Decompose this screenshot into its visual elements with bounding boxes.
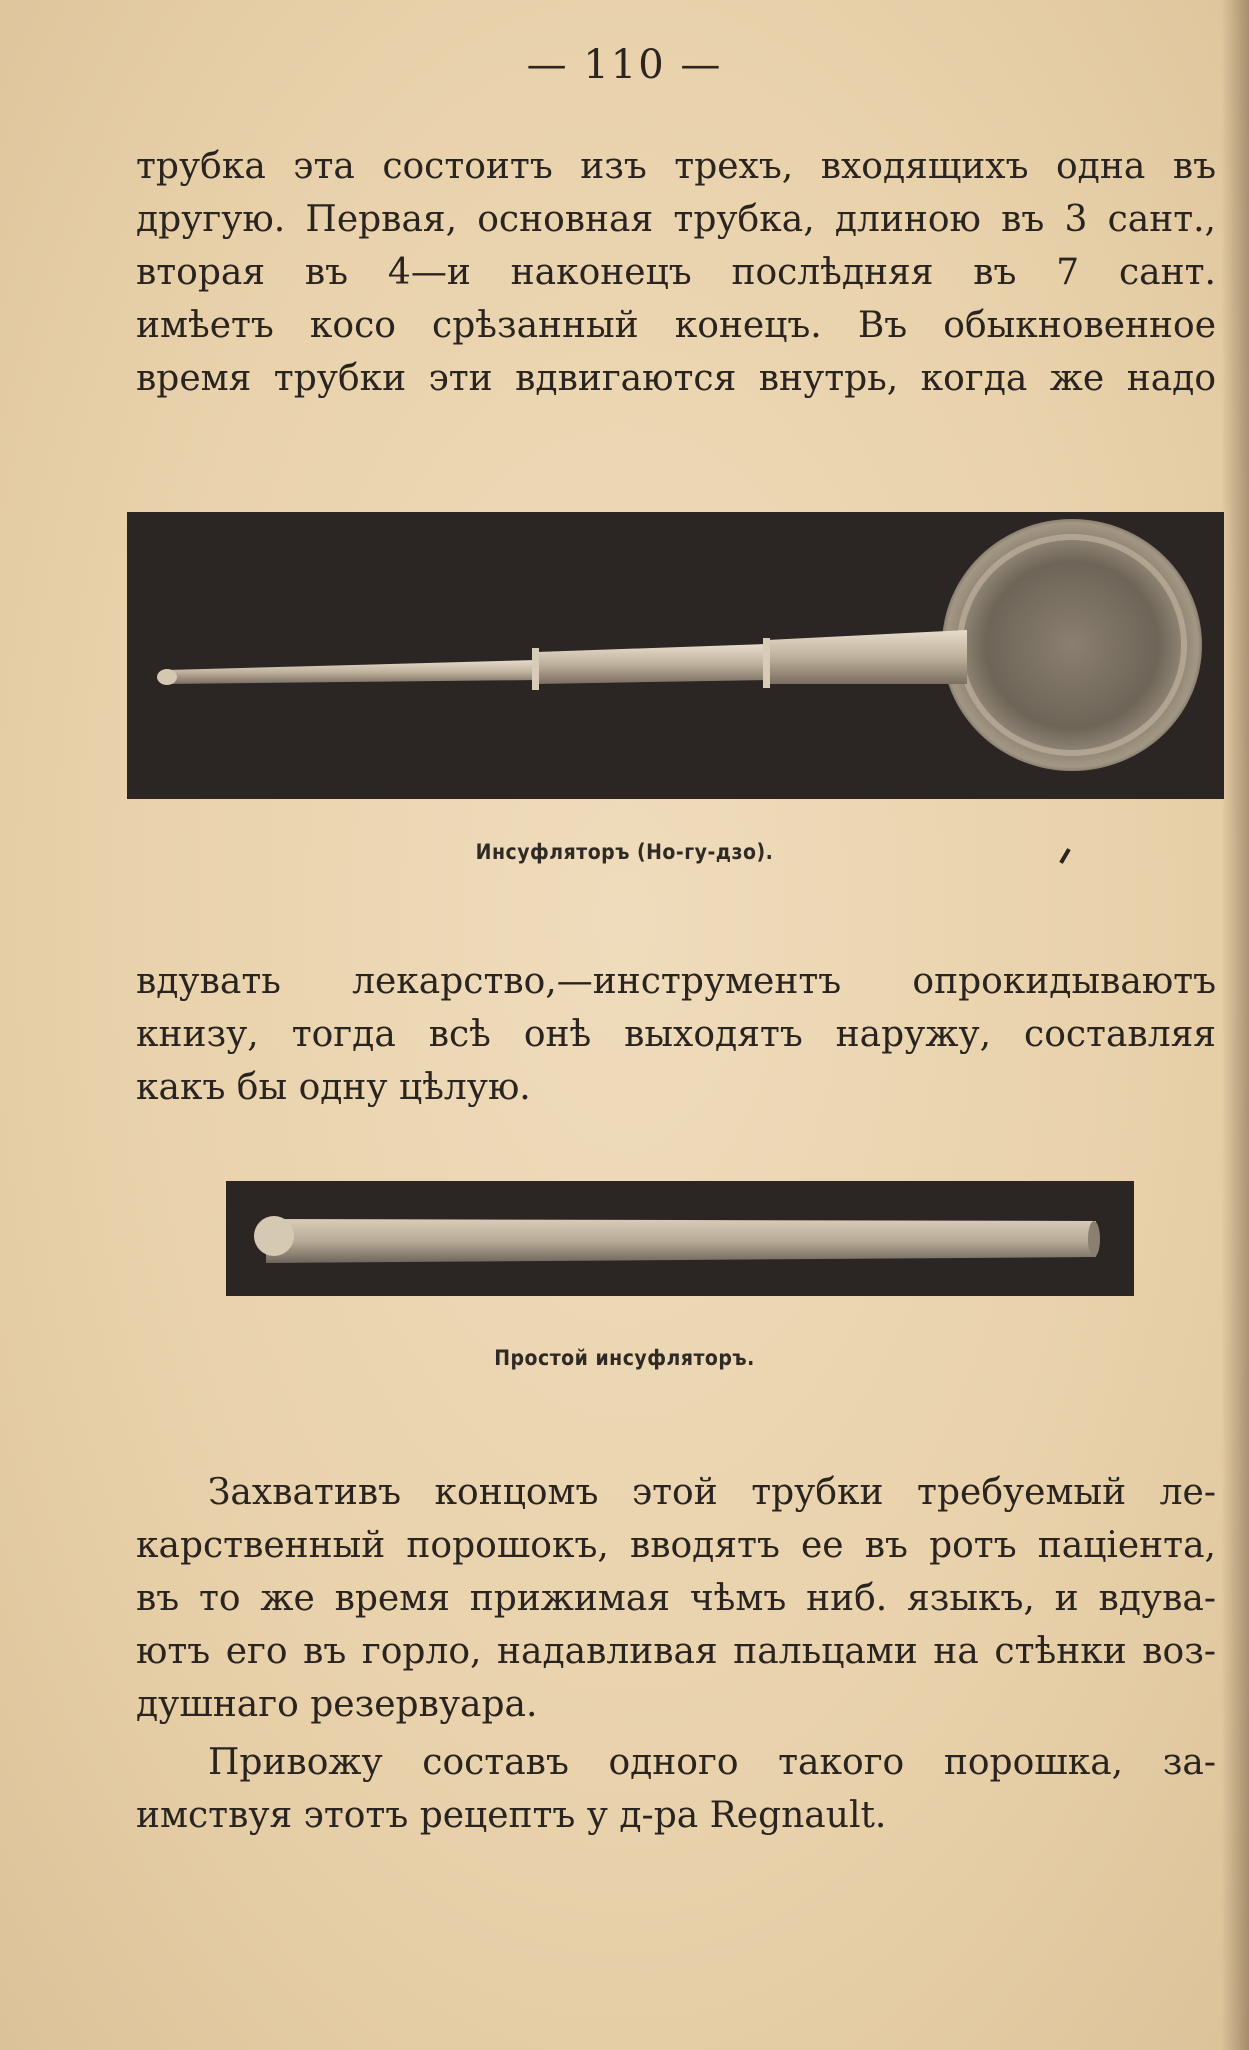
text-line: книзу, тогда всѣ онѣ выходятъ наружу, составляя [136, 1014, 1216, 1055]
figure-2-caption: Простой инсуфляторъ. [494, 1346, 755, 1370]
text-line: трубка эта состоитъ изъ трехъ, входящихъ одна въ [136, 146, 1216, 187]
text-line: время трубки эти вдвигаются внутрь, когда же надо [136, 358, 1216, 399]
text-line: вдувать лекарство,—инструментъ опрокидываютъ [136, 961, 1216, 1002]
paragraph-4 [136, 1736, 1216, 1842]
text-line: Привожу составъ одного такого порошка, за- [208, 1742, 1216, 1783]
text-line: имствуя этотъ рецептъ у д-ра Regnault. [136, 1795, 887, 1836]
paragraph-3 [136, 1466, 1216, 1731]
figure-1-caption: Инсуфляторъ (Но-гу-дзо). [475, 840, 774, 864]
text-line: Захвативъ концомъ этой трубки требуемый ле- [208, 1472, 1216, 1513]
page-number: — 110 — [526, 42, 723, 88]
figure-insufflator-photo [127, 512, 1224, 799]
text-line: другую. Первая, основная трубка, длиною въ 3 сант., [136, 199, 1216, 240]
text-line: карственный порошокъ, вводятъ ее въ ротъ паціента, [136, 1525, 1216, 1566]
insufflator-with-bulb-photo [127, 512, 1224, 799]
text-line: какъ бы одну цѣлую. [136, 1067, 531, 1108]
simple-insufflator-photo [226, 1181, 1134, 1296]
paragraph-2 [136, 955, 1216, 1114]
paragraph-1 [136, 140, 1216, 405]
text-line: въ то же время прижимая чѣмъ ниб. языкъ, и вдува- [136, 1578, 1216, 1619]
text-line: душнаго резервуара. [136, 1684, 538, 1725]
figure-simple-insufflator-photo [226, 1181, 1134, 1296]
page-edge-shadow [1221, 0, 1249, 2050]
text-line: вторая въ 4—и наконецъ послѣдняя въ 7 сант. [136, 252, 1216, 293]
text-line: ютъ его въ горло, надавливая пальцами на стѣнки воз- [136, 1631, 1216, 1672]
text-line: имѣетъ косо срѣзанный конецъ. Въ обыкновенное [136, 305, 1216, 346]
